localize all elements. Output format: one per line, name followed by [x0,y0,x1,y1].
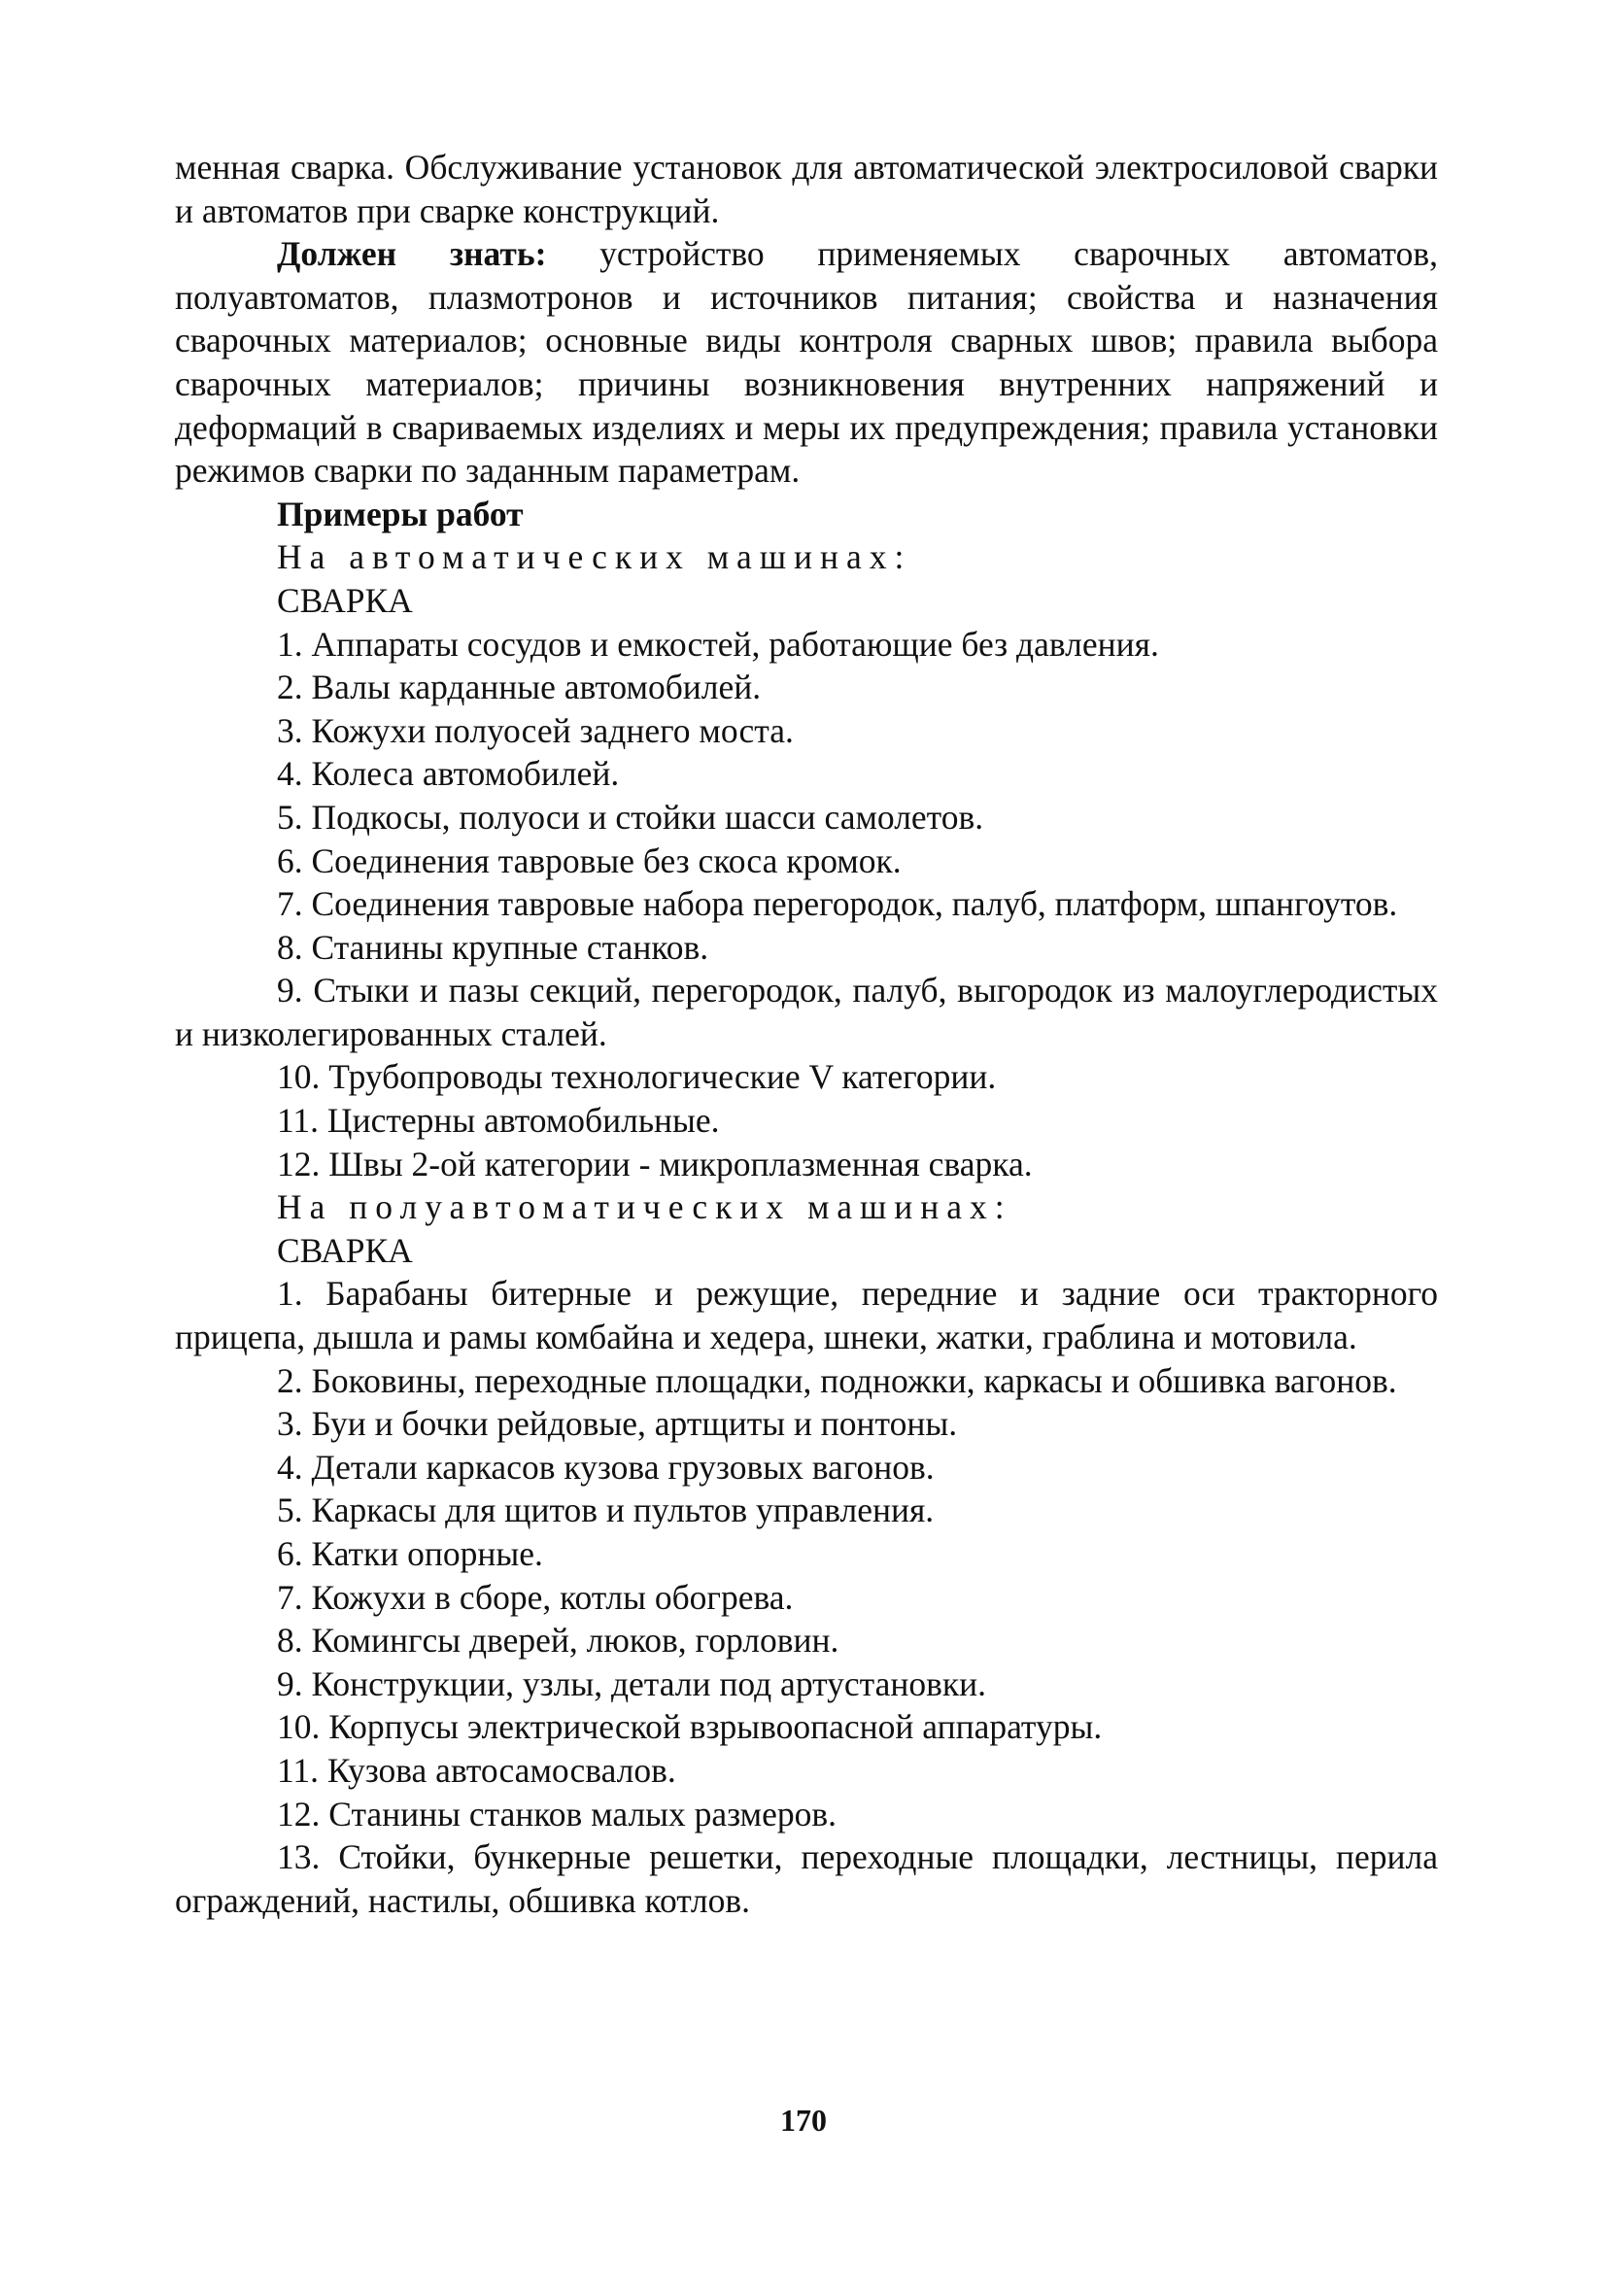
list-item: 5. Подкосы, полуоси и стойки шасси самолетов. [277,797,984,837]
list-item: 5. Каркасы для щитов и пультов управления. [277,1491,935,1530]
list-item: 1. Аппараты сосудов и емкостей, работающие без давления. [277,624,1159,664]
section-subheading-automatic: СВАРКА [277,580,413,620]
examples-heading: Примеры работ [277,494,524,533]
list-item: 12. Станины станков малых размеров. [277,1794,838,1833]
list-item: 4. Колеса автомобилей. [277,754,620,794]
list-item: 3. Буи и бочки рейдовые, артщиты и понтоны. [277,1404,958,1444]
list-item: 12. Швы 2-ой категории - микроплазменная сварка. [277,1144,1033,1183]
list-item: 6. Катки опорные. [277,1534,543,1573]
must-know-label: Должен знать: [277,234,547,274]
list-item: 9. Конструкции, узлы, детали под артустановки. [277,1663,986,1703]
section-heading-automatic: На автоматических машинах: [277,537,912,577]
page-number: 170 [780,2103,827,2138]
list-item: 6. Соединения тавровые без скоса кромок. [277,840,902,880]
page-body [175,146,1438,1922]
list-item: 2. Боковины, переходные площадки, подножки, каркасы и обшивка вагонов. [277,1360,1397,1400]
list-item: 9. Стыки и пазы секций, перегородок, палуб, выгородок из малоуглеродистых и низколегированных сталей. [175,971,1438,1053]
must-know-text: устройство применяемых сварочных автоматов, полуавтоматов, плазмотронов и источников питания; свойства и назначения сварочных материалов; основные виды контроля сварных швов; правила выбора сварочных материалов; причины возникновения внутренних напряжений и деформаций в свариваемых изделиях и меры их предупреждения; правила установки режимов сварки по заданным параметрам. [175,234,1438,491]
list-item: 11. Кузова автосамосвалов. [277,1750,676,1790]
list-item: 8. Комингсы дверей, люков, горловин. [277,1621,839,1661]
must-know-paragraph [175,232,1438,493]
list-item: 8. Станины крупные станков. [277,927,709,967]
list-item: 3. Кожухи полуосей заднего моста. [277,710,794,750]
section-heading-semiautomatic: На полуавтоматических машинах: [277,1187,1012,1227]
intro-paragraph: менная сварка. Обслуживание установок для автоматической электросиловой сварки и автоматов при сварке конструкций. [175,148,1438,230]
list-item: 2. Валы карданные автомобилей. [277,668,762,707]
list-item: 7. Кожухи в сборе, котлы обогрева. [277,1577,794,1617]
list-item: 1. Барабаны битерные и режущие, передние и задние оси тракторного прицепа, дышла и рамы комбайна и хедера, шнеки, жатки, граблина и мотовила. [175,1274,1438,1357]
list-item: 10. Корпусы электрической взрывоопасной аппаратуры. [277,1707,1103,1747]
list-item: 11. Цистерны автомобильные. [277,1101,720,1141]
list-item: 7. Соединения тавровые набора перегородок, палуб, платформ, шпангоутов. [277,884,1398,924]
list-item: 10. Трубопроводы технологические V категории. [277,1057,997,1097]
list-item: 4. Детали каркасов кузова грузовых вагонов. [277,1447,935,1487]
list-item: 13. Стойки, бункерные решетки, переходные площадки, лестницы, перила ограждений, настилы, обшивка котлов. [175,1837,1438,1920]
section-subheading-semiautomatic: СВАРКА [277,1230,413,1270]
